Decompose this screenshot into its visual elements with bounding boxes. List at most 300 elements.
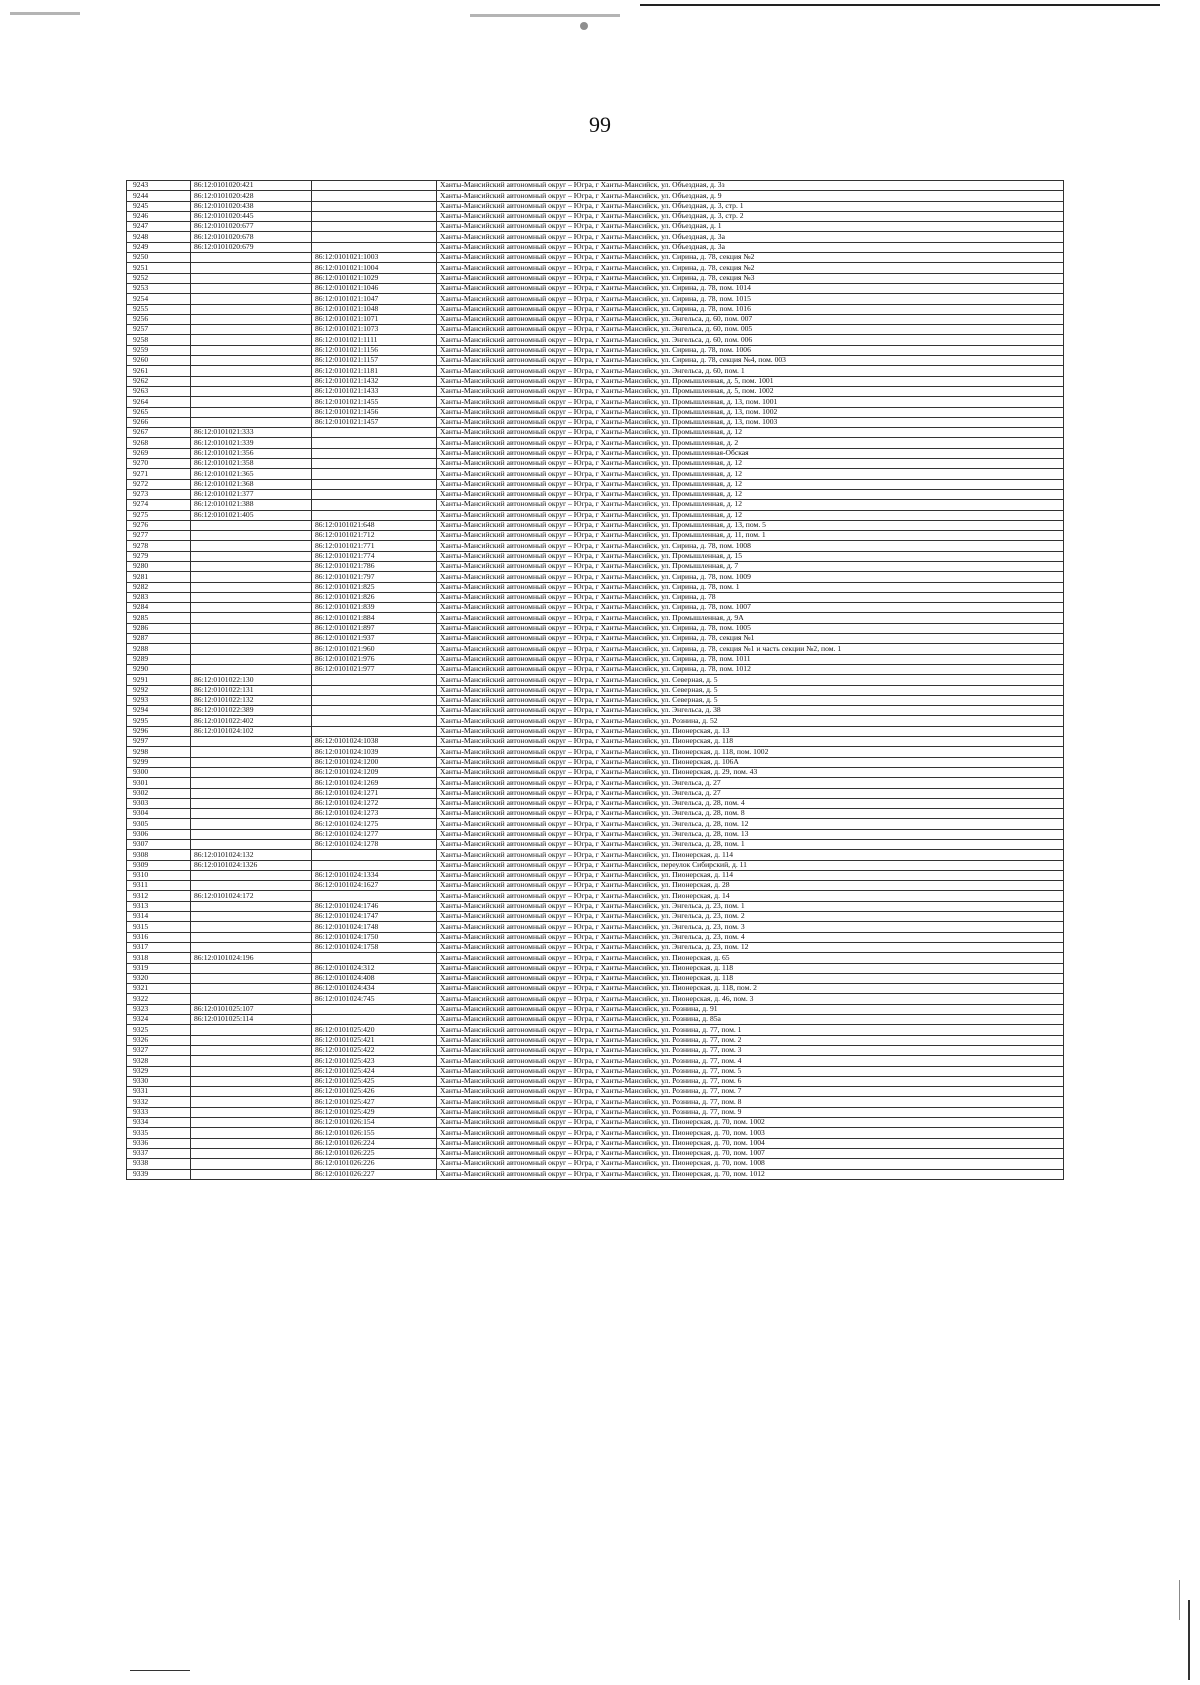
land-cadastral-number-cell xyxy=(191,376,312,386)
building-cadastral-number-cell: 86:12:0101024:1758 xyxy=(312,942,437,952)
table-row xyxy=(127,603,1064,613)
building-cadastral-number-cell: 86:12:0101025:422 xyxy=(312,1045,437,1055)
row-number-cell: 9270 xyxy=(127,459,191,469)
row-number-cell: 9302 xyxy=(127,788,191,798)
building-cadastral-number-cell: 86:12:0101024:1747 xyxy=(312,912,437,922)
table-row xyxy=(127,778,1064,788)
land-cadastral-number-cell xyxy=(191,386,312,396)
land-cadastral-number-cell xyxy=(191,912,312,922)
address-cell: Ханты-Мансийский автономный округ – Югра, г Ханты-Мансийск, ул. Сирина, д. 78, пом. 1015 xyxy=(437,294,1064,304)
land-cadastral-number-cell xyxy=(191,561,312,571)
table-row xyxy=(127,500,1064,510)
land-cadastral-number-cell xyxy=(191,819,312,829)
address-cell: Ханты-Мансийский автономный округ – Югра, г Ханты-Мансийск, ул. Рознина, д. 77, пом. 1 xyxy=(437,1025,1064,1035)
row-number-cell: 9300 xyxy=(127,767,191,777)
table-row xyxy=(127,572,1064,582)
land-cadastral-number-cell xyxy=(191,366,312,376)
row-number-cell: 9278 xyxy=(127,541,191,551)
building-cadastral-number-cell: 86:12:0101021:976 xyxy=(312,654,437,664)
land-cadastral-number-cell xyxy=(191,840,312,850)
table-row xyxy=(127,407,1064,417)
building-cadastral-number-cell: 86:12:0101024:1627 xyxy=(312,881,437,891)
table-row xyxy=(127,232,1064,242)
table-row xyxy=(127,973,1064,983)
land-cadastral-number-cell: 86:12:0101020:677 xyxy=(191,222,312,232)
table-row xyxy=(127,366,1064,376)
building-cadastral-number-cell: 86:12:0101024:408 xyxy=(312,973,437,983)
registry-table xyxy=(126,180,1064,1180)
table-row xyxy=(127,1118,1064,1128)
table-row xyxy=(127,1107,1064,1117)
land-cadastral-number-cell xyxy=(191,1107,312,1117)
row-number-cell: 9333 xyxy=(127,1107,191,1117)
table-row xyxy=(127,850,1064,860)
row-number-cell: 9293 xyxy=(127,695,191,705)
table-row xyxy=(127,438,1064,448)
building-cadastral-number-cell: 86:12:0101025:426 xyxy=(312,1087,437,1097)
building-cadastral-number-cell: 86:12:0101024:1277 xyxy=(312,829,437,839)
address-cell: Ханты-Мансийский автономный округ – Югра, г Ханты-Мансийск, ул. Энгельса, д. 60, пом. 005 xyxy=(437,325,1064,335)
address-cell: Ханты-Мансийский автономный округ – Югра, г Ханты-Мансийск, ул. Промышленная, д. 12 xyxy=(437,428,1064,438)
land-cadastral-number-cell xyxy=(191,829,312,839)
table-row xyxy=(127,798,1064,808)
table-row xyxy=(127,489,1064,499)
row-number-cell: 9307 xyxy=(127,840,191,850)
land-cadastral-number-cell xyxy=(191,881,312,891)
address-cell: Ханты-Мансийский автономный округ – Югра, г Ханты-Мансийск, ул. Сирина, д. 78, секция №3 xyxy=(437,273,1064,283)
row-number-cell: 9315 xyxy=(127,922,191,932)
address-cell: Ханты-Мансийский автономный округ – Югра, г Ханты-Мансийск, ул. Рознина, д. 77, пом. 4 xyxy=(437,1056,1064,1066)
row-number-cell: 9316 xyxy=(127,932,191,942)
row-number-cell: 9332 xyxy=(127,1097,191,1107)
land-cadastral-number-cell xyxy=(191,870,312,880)
address-cell: Ханты-Мансийский автономный округ – Югра, г Ханты-Мансийск, ул. Объездная, д. 3, стр. 2 xyxy=(437,211,1064,221)
building-cadastral-number-cell xyxy=(312,695,437,705)
row-number-cell: 9312 xyxy=(127,891,191,901)
building-cadastral-number-cell: 86:12:0101021:1048 xyxy=(312,304,437,314)
row-number-cell: 9296 xyxy=(127,726,191,736)
land-cadastral-number-cell xyxy=(191,417,312,427)
building-cadastral-number-cell xyxy=(312,860,437,870)
building-cadastral-number-cell: 86:12:0101024:1039 xyxy=(312,747,437,757)
address-cell: Ханты-Мансийский автономный округ – Югра, г Ханты-Мансийск, ул. Северная, д. 5 xyxy=(437,675,1064,685)
address-cell: Ханты-Мансийский автономный округ – Югра, г Ханты-Мансийск, ул. Энгельса, д. 38 xyxy=(437,706,1064,716)
address-cell: Ханты-Мансийский автономный округ – Югра, г Ханты-Мансийск, ул. Пионерская, д. 29, пом. 43 xyxy=(437,767,1064,777)
row-number-cell: 9329 xyxy=(127,1066,191,1076)
table-row xyxy=(127,860,1064,870)
building-cadastral-number-cell xyxy=(312,459,437,469)
table-row xyxy=(127,984,1064,994)
land-cadastral-number-cell: 86:12:0101021:405 xyxy=(191,510,312,520)
table-row xyxy=(127,613,1064,623)
land-cadastral-number-cell xyxy=(191,1097,312,1107)
row-number-cell: 9277 xyxy=(127,531,191,541)
building-cadastral-number-cell: 86:12:0101025:420 xyxy=(312,1025,437,1035)
row-number-cell: 9305 xyxy=(127,819,191,829)
row-number-cell: 9336 xyxy=(127,1138,191,1148)
table-row xyxy=(127,356,1064,366)
land-cadastral-number-cell xyxy=(191,613,312,623)
building-cadastral-number-cell: 86:12:0101024:745 xyxy=(312,994,437,1004)
building-cadastral-number-cell: 86:12:0101021:826 xyxy=(312,592,437,602)
building-cadastral-number-cell: 86:12:0101024:1272 xyxy=(312,798,437,808)
table-row xyxy=(127,448,1064,458)
table-row xyxy=(127,211,1064,221)
row-number-cell: 9267 xyxy=(127,428,191,438)
row-number-cell: 9313 xyxy=(127,901,191,911)
building-cadastral-number-cell: 86:12:0101024:1746 xyxy=(312,901,437,911)
table-row xyxy=(127,510,1064,520)
address-cell: Ханты-Мансийский автономный округ – Югра, г Ханты-Мансийск, ул. Рознина, д. 77, пом. 8 xyxy=(437,1097,1064,1107)
row-number-cell: 9297 xyxy=(127,737,191,747)
address-cell: Ханты-Мансийский автономный округ – Югра, г Ханты-Мансийск, ул. Промышленная, д. 7 xyxy=(437,561,1064,571)
land-cadastral-number-cell: 86:12:0101022:132 xyxy=(191,695,312,705)
land-cadastral-number-cell xyxy=(191,788,312,798)
land-cadastral-number-cell xyxy=(191,253,312,263)
row-number-cell: 9298 xyxy=(127,747,191,757)
row-number-cell: 9247 xyxy=(127,222,191,232)
address-cell: Ханты-Мансийский автономный округ – Югра, г Ханты-Мансийск, ул. Сирина, д. 78, секция №2 xyxy=(437,263,1064,273)
table-row xyxy=(127,654,1064,664)
building-cadastral-number-cell xyxy=(312,1015,437,1025)
land-cadastral-number-cell: 86:12:0101021:358 xyxy=(191,459,312,469)
land-cadastral-number-cell xyxy=(191,973,312,983)
address-cell: Ханты-Мансийский автономный округ – Югра, г Ханты-Мансийск, ул. Промышленная, д. 12 xyxy=(437,469,1064,479)
table-row xyxy=(127,675,1064,685)
land-cadastral-number-cell xyxy=(191,901,312,911)
address-cell: Ханты-Мансийский автономный округ – Югра, г Ханты-Мансийск, ул. Пионерская, д. 118 xyxy=(437,973,1064,983)
address-cell: Ханты-Мансийский автономный округ – Югра, г Ханты-Мансийск, ул. Энгельса, д. 60, пом. 1 xyxy=(437,366,1064,376)
table-row xyxy=(127,561,1064,571)
land-cadastral-number-cell xyxy=(191,325,312,335)
row-number-cell: 9255 xyxy=(127,304,191,314)
building-cadastral-number-cell: 86:12:0101021:1046 xyxy=(312,283,437,293)
row-number-cell: 9275 xyxy=(127,510,191,520)
land-cadastral-number-cell xyxy=(191,520,312,530)
row-number-cell: 9263 xyxy=(127,386,191,396)
land-cadastral-number-cell xyxy=(191,531,312,541)
row-number-cell: 9321 xyxy=(127,984,191,994)
table-row xyxy=(127,459,1064,469)
building-cadastral-number-cell xyxy=(312,1004,437,1014)
address-cell: Ханты-Мансийский автономный округ – Югра, г Ханты-Мансийск, ул. Промышленная, д. 13, пом. 5 xyxy=(437,520,1064,530)
row-number-cell: 9286 xyxy=(127,623,191,633)
building-cadastral-number-cell xyxy=(312,489,437,499)
row-number-cell: 9285 xyxy=(127,613,191,623)
scan-noise xyxy=(10,12,80,15)
building-cadastral-number-cell: 86:12:0101024:1200 xyxy=(312,757,437,767)
table-row xyxy=(127,942,1064,952)
table-row xyxy=(127,479,1064,489)
land-cadastral-number-cell xyxy=(191,335,312,345)
table-row xyxy=(127,901,1064,911)
land-cadastral-number-cell xyxy=(191,551,312,561)
land-cadastral-number-cell xyxy=(191,294,312,304)
building-cadastral-number-cell xyxy=(312,726,437,736)
address-cell: Ханты-Мансийский автономный округ – Югра, г Ханты-Мансийск, ул. Пионерская, д. 118, пом. 2 xyxy=(437,984,1064,994)
table-row xyxy=(127,737,1064,747)
building-cadastral-number-cell: 86:12:0101021:1029 xyxy=(312,273,437,283)
building-cadastral-number-cell: 86:12:0101026:227 xyxy=(312,1169,437,1179)
building-cadastral-number-cell: 86:12:0101021:771 xyxy=(312,541,437,551)
address-cell: Ханты-Мансийский автономный округ – Югра, г Ханты-Мансийск, переулок Сибирский, д. 11 xyxy=(437,860,1064,870)
table-row xyxy=(127,829,1064,839)
table-row xyxy=(127,1076,1064,1086)
land-cadastral-number-cell: 86:12:0101024:1326 xyxy=(191,860,312,870)
table-row xyxy=(127,706,1064,716)
building-cadastral-number-cell: 86:12:0101021:1004 xyxy=(312,263,437,273)
address-cell: Ханты-Мансийский автономный округ – Югра, г Ханты-Мансийск, ул. Промышленная, д. 13, пом. 1003 xyxy=(437,417,1064,427)
row-number-cell: 9290 xyxy=(127,664,191,674)
address-cell: Ханты-Мансийский автономный округ – Югра, г Ханты-Мансийск, ул. Сирина, д. 78, пом. 1012 xyxy=(437,664,1064,674)
address-cell: Ханты-Мансийский автономный округ – Югра, г Ханты-Мансийск, ул. Пионерская, д. 70, пом. 1007 xyxy=(437,1148,1064,1158)
table-row xyxy=(127,386,1064,396)
address-cell: Ханты-Мансийский автономный округ – Югра, г Ханты-Мансийск, ул. Промышленная, д. 5, пом. 1002 xyxy=(437,386,1064,396)
land-cadastral-number-cell xyxy=(191,1056,312,1066)
row-number-cell: 9266 xyxy=(127,417,191,427)
table-row xyxy=(127,1015,1064,1025)
row-number-cell: 9274 xyxy=(127,500,191,510)
land-cadastral-number-cell xyxy=(191,582,312,592)
land-cadastral-number-cell: 86:12:0101021:356 xyxy=(191,448,312,458)
row-number-cell: 9338 xyxy=(127,1159,191,1169)
table-row xyxy=(127,1025,1064,1035)
table-row xyxy=(127,994,1064,1004)
table-row xyxy=(127,201,1064,211)
building-cadastral-number-cell xyxy=(312,242,437,252)
address-cell: Ханты-Мансийский автономный округ – Югра, г Ханты-Мансийск, ул. Пионерская, д. 114 xyxy=(437,850,1064,860)
building-cadastral-number-cell: 86:12:0101025:421 xyxy=(312,1035,437,1045)
table-row xyxy=(127,1045,1064,1055)
row-number-cell: 9261 xyxy=(127,366,191,376)
table-row xyxy=(127,623,1064,633)
building-cadastral-number-cell: 86:12:0101026:225 xyxy=(312,1148,437,1158)
row-number-cell: 9252 xyxy=(127,273,191,283)
address-cell: Ханты-Мансийский автономный округ – Югра, г Ханты-Мансийск, ул. Промышленная, д. 13, пом. 1001 xyxy=(437,397,1064,407)
table-row xyxy=(127,819,1064,829)
row-number-cell: 9318 xyxy=(127,953,191,963)
table-row xyxy=(127,963,1064,973)
building-cadastral-number-cell: 86:12:0101024:1209 xyxy=(312,767,437,777)
row-number-cell: 9271 xyxy=(127,469,191,479)
table-row xyxy=(127,531,1064,541)
row-number-cell: 9324 xyxy=(127,1015,191,1025)
building-cadastral-number-cell: 86:12:0101024:1750 xyxy=(312,932,437,942)
building-cadastral-number-cell: 86:12:0101021:1433 xyxy=(312,386,437,396)
building-cadastral-number-cell: 86:12:0101021:648 xyxy=(312,520,437,530)
row-number-cell: 9254 xyxy=(127,294,191,304)
land-cadastral-number-cell xyxy=(191,1066,312,1076)
address-cell: Ханты-Мансийский автономный округ – Югра, г Ханты-Мансийск, ул. Энгельса, д. 27 xyxy=(437,778,1064,788)
building-cadastral-number-cell: 86:12:0101021:1157 xyxy=(312,356,437,366)
address-cell: Ханты-Мансийский автономный округ – Югра, г Ханты-Мансийск, ул. Промышленная, д. 12 xyxy=(437,479,1064,489)
row-number-cell: 9301 xyxy=(127,778,191,788)
scan-noise xyxy=(470,14,620,17)
table-row xyxy=(127,428,1064,438)
table-row xyxy=(127,1169,1064,1179)
row-number-cell: 9325 xyxy=(127,1025,191,1035)
land-cadastral-number-cell xyxy=(191,273,312,283)
table-row xyxy=(127,1097,1064,1107)
building-cadastral-number-cell: 86:12:0101021:839 xyxy=(312,603,437,613)
land-cadastral-number-cell xyxy=(191,1035,312,1045)
address-cell: Ханты-Мансийский автономный округ – Югра, г Ханты-Мансийск, ул. Сирина, д. 78, секция №2 xyxy=(437,253,1064,263)
table-row xyxy=(127,541,1064,551)
building-cadastral-number-cell: 86:12:0101021:1071 xyxy=(312,314,437,324)
land-cadastral-number-cell xyxy=(191,1159,312,1169)
address-cell: Ханты-Мансийский автономный округ – Югра, г Ханты-Мансийск, ул. Объездная, д. 3з xyxy=(437,181,1064,191)
building-cadastral-number-cell xyxy=(312,510,437,520)
building-cadastral-number-cell xyxy=(312,428,437,438)
land-cadastral-number-cell: 86:12:0101022:402 xyxy=(191,716,312,726)
land-cadastral-number-cell: 86:12:0101020:678 xyxy=(191,232,312,242)
land-cadastral-number-cell: 86:12:0101022:389 xyxy=(191,706,312,716)
address-cell: Ханты-Мансийский автономный округ – Югра, г Ханты-Мансийск, ул. Рознина, д. 77, пом. 7 xyxy=(437,1087,1064,1097)
land-cadastral-number-cell: 86:12:0101024:196 xyxy=(191,953,312,963)
land-cadastral-number-cell xyxy=(191,1087,312,1097)
row-number-cell: 9288 xyxy=(127,644,191,654)
address-cell: Ханты-Мансийский автономный округ – Югра, г Ханты-Мансийск, ул. Пионерская, д. 46, пом. 3 xyxy=(437,994,1064,1004)
table-row xyxy=(127,1128,1064,1138)
row-number-cell: 9314 xyxy=(127,912,191,922)
address-cell: Ханты-Мансийский автономный округ – Югра, г Ханты-Мансийск, ул. Энгельса, д. 28, пом. 12 xyxy=(437,819,1064,829)
table-row xyxy=(127,716,1064,726)
address-cell: Ханты-Мансийский автономный округ – Югра, г Ханты-Мансийск, ул. Пионерская, д. 70, пом. 1012 xyxy=(437,1169,1064,1179)
row-number-cell: 9327 xyxy=(127,1045,191,1055)
land-cadastral-number-cell xyxy=(191,592,312,602)
address-cell: Ханты-Мансийский автономный округ – Югра, г Ханты-Мансийск, ул. Северная, д. 5 xyxy=(437,695,1064,705)
table-row xyxy=(127,1148,1064,1158)
land-cadastral-number-cell: 86:12:0101020:428 xyxy=(191,191,312,201)
row-number-cell: 9337 xyxy=(127,1148,191,1158)
building-cadastral-number-cell xyxy=(312,479,437,489)
land-cadastral-number-cell: 86:12:0101024:102 xyxy=(191,726,312,736)
address-cell: Ханты-Мансийский автономный округ – Югра, г Ханты-Мансийск, ул. Энгельса, д. 23, пом. 4 xyxy=(437,932,1064,942)
row-number-cell: 9256 xyxy=(127,314,191,324)
row-number-cell: 9259 xyxy=(127,345,191,355)
land-cadastral-number-cell: 86:12:0101020:438 xyxy=(191,201,312,211)
land-cadastral-number-cell: 86:12:0101024:132 xyxy=(191,850,312,860)
table-row xyxy=(127,417,1064,427)
land-cadastral-number-cell xyxy=(191,283,312,293)
land-cadastral-number-cell xyxy=(191,407,312,417)
scan-noise xyxy=(580,22,588,30)
row-number-cell: 9339 xyxy=(127,1169,191,1179)
row-number-cell: 9248 xyxy=(127,232,191,242)
land-cadastral-number-cell xyxy=(191,541,312,551)
table-row xyxy=(127,644,1064,654)
building-cadastral-number-cell xyxy=(312,469,437,479)
address-cell: Ханты-Мансийский автономный округ – Югра, г Ханты-Мансийск, ул. Промышленная-Обская xyxy=(437,448,1064,458)
row-number-cell: 9303 xyxy=(127,798,191,808)
building-cadastral-number-cell: 86:12:0101021:897 xyxy=(312,623,437,633)
land-cadastral-number-cell: 86:12:0101021:365 xyxy=(191,469,312,479)
address-cell: Ханты-Мансийский автономный округ – Югра, г Ханты-Мансийск, ул. Рознина, д. 85а xyxy=(437,1015,1064,1025)
building-cadastral-number-cell: 86:12:0101026:226 xyxy=(312,1159,437,1169)
land-cadastral-number-cell xyxy=(191,984,312,994)
building-cadastral-number-cell: 86:12:0101021:797 xyxy=(312,572,437,582)
land-cadastral-number-cell xyxy=(191,963,312,973)
land-cadastral-number-cell: 86:12:0101020:679 xyxy=(191,242,312,252)
row-number-cell: 9269 xyxy=(127,448,191,458)
building-cadastral-number-cell: 86:12:0101024:1748 xyxy=(312,922,437,932)
land-cadastral-number-cell xyxy=(191,397,312,407)
address-cell: Ханты-Мансийский автономный округ – Югра, г Ханты-Мансийск, ул. Рознина, д. 77, пом. 5 xyxy=(437,1066,1064,1076)
address-cell: Ханты-Мансийский автономный округ – Югра, г Ханты-Мансийск, ул. Объездная, д. 9 xyxy=(437,191,1064,201)
address-cell: Ханты-Мансийский автономный округ – Югра, г Ханты-Мансийск, ул. Пионерская, д. 14 xyxy=(437,891,1064,901)
table-row xyxy=(127,767,1064,777)
address-cell: Ханты-Мансийский автономный округ – Югра, г Ханты-Мансийск, ул. Северная, д. 5 xyxy=(437,685,1064,695)
table-row xyxy=(127,283,1064,293)
table-row xyxy=(127,870,1064,880)
building-cadastral-number-cell: 86:12:0101021:937 xyxy=(312,634,437,644)
address-cell: Ханты-Мансийский автономный округ – Югра, г Ханты-Мансийск, ул. Пионерская, д. 118 xyxy=(437,737,1064,747)
land-cadastral-number-cell xyxy=(191,654,312,664)
table-row xyxy=(127,932,1064,942)
table-row xyxy=(127,912,1064,922)
building-cadastral-number-cell xyxy=(312,181,437,191)
address-cell: Ханты-Мансийский автономный округ – Югра, г Ханты-Мансийск, ул. Пионерская, д. 106А xyxy=(437,757,1064,767)
building-cadastral-number-cell: 86:12:0101026:224 xyxy=(312,1138,437,1148)
row-number-cell: 9257 xyxy=(127,325,191,335)
land-cadastral-number-cell xyxy=(191,798,312,808)
land-cadastral-number-cell xyxy=(191,1128,312,1138)
address-cell: Ханты-Мансийский автономный округ – Югра, г Ханты-Мансийск, ул. Промышленная, д. 15 xyxy=(437,551,1064,561)
row-number-cell: 9289 xyxy=(127,654,191,664)
address-cell: Ханты-Мансийский автономный округ – Югра, г Ханты-Мансийск, ул. Сирина, д. 78, секция №1 xyxy=(437,634,1064,644)
row-number-cell: 9282 xyxy=(127,582,191,592)
address-cell: Ханты-Мансийский автономный округ – Югра, г Ханты-Мансийск, ул. Пионерская, д. 70, пом. 1003 xyxy=(437,1128,1064,1138)
address-cell: Ханты-Мансийский автономный округ – Югра, г Ханты-Мансийск, ул. Промышленная, д. 2 xyxy=(437,438,1064,448)
land-cadastral-number-cell xyxy=(191,1045,312,1055)
row-number-cell: 9279 xyxy=(127,551,191,561)
scan-edge-mark xyxy=(130,1670,190,1671)
row-number-cell: 9260 xyxy=(127,356,191,366)
row-number-cell: 9244 xyxy=(127,191,191,201)
land-cadastral-number-cell xyxy=(191,572,312,582)
building-cadastral-number-cell xyxy=(312,891,437,901)
row-number-cell: 9246 xyxy=(127,211,191,221)
address-cell: Ханты-Мансийский автономный округ – Югра, г Ханты-Мансийск, ул. Сирина, д. 78, пом. 1011 xyxy=(437,654,1064,664)
land-cadastral-number-cell xyxy=(191,644,312,654)
row-number-cell: 9268 xyxy=(127,438,191,448)
table-row xyxy=(127,551,1064,561)
table-row xyxy=(127,891,1064,901)
land-cadastral-number-cell xyxy=(191,356,312,366)
building-cadastral-number-cell xyxy=(312,222,437,232)
address-cell: Ханты-Мансийский автономный округ – Югра, г Ханты-Мансийск, ул. Пионерская, д. 70, пом. 1004 xyxy=(437,1138,1064,1148)
building-cadastral-number-cell: 86:12:0101021:786 xyxy=(312,561,437,571)
table-row xyxy=(127,469,1064,479)
address-cell: Ханты-Мансийский автономный округ – Югра, г Ханты-Мансийск, ул. Промышленная, д. 11, пом. 1 xyxy=(437,531,1064,541)
row-number-cell: 9280 xyxy=(127,561,191,571)
row-number-cell: 9283 xyxy=(127,592,191,602)
row-number-cell: 9322 xyxy=(127,994,191,1004)
address-cell: Ханты-Мансийский автономный округ – Югра, г Ханты-Мансийск, ул. Пионерская, д. 70, пом. 1002 xyxy=(437,1118,1064,1128)
row-number-cell: 9326 xyxy=(127,1035,191,1045)
land-cadastral-number-cell xyxy=(191,1118,312,1128)
building-cadastral-number-cell: 86:12:0101024:1038 xyxy=(312,737,437,747)
address-cell: Ханты-Мансийский автономный округ – Югра, г Ханты-Мансийск, ул. Энгельса, д. 28, пом. 4 xyxy=(437,798,1064,808)
land-cadastral-number-cell xyxy=(191,664,312,674)
building-cadastral-number-cell xyxy=(312,201,437,211)
building-cadastral-number-cell: 86:12:0101021:1457 xyxy=(312,417,437,427)
address-cell: Ханты-Мансийский автономный округ – Югра, г Ханты-Мансийск, ул. Промышленная, д. 9А xyxy=(437,613,1064,623)
land-cadastral-number-cell: 86:12:0101022:130 xyxy=(191,675,312,685)
row-number-cell: 9258 xyxy=(127,335,191,345)
table-row xyxy=(127,747,1064,757)
address-cell: Ханты-Мансийский автономный округ – Югра, г Ханты-Мансийск, ул. Энгельса, д. 28, пом. 13 xyxy=(437,829,1064,839)
